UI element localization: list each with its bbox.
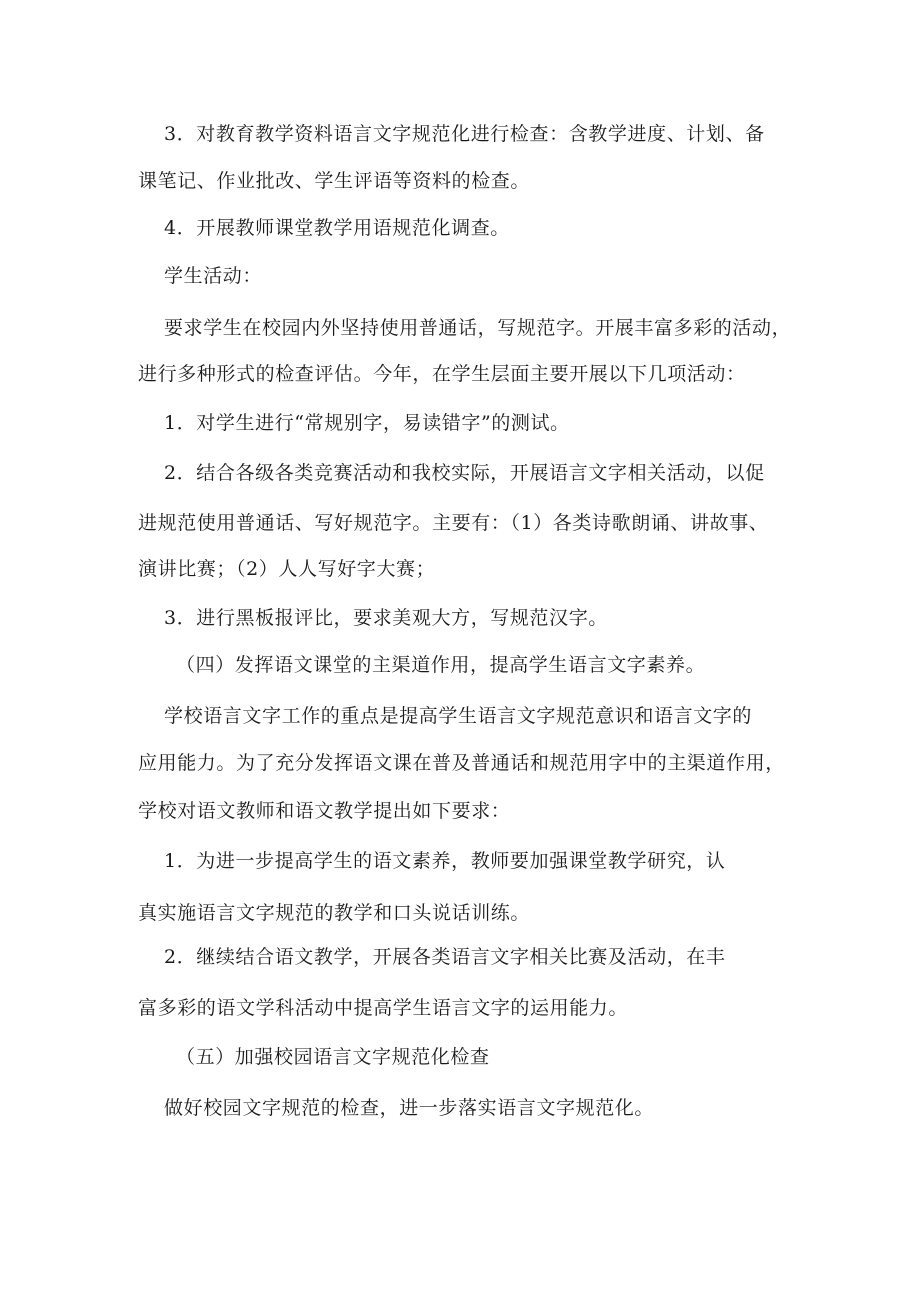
- paragraph-line: 2．结合各级各类竞赛活动和我校实际，开展语言文字相关活动，以促: [164, 462, 765, 484]
- section-label: 学生活动：: [164, 265, 263, 287]
- paragraph-line: 做好校园文字规范的检查，进一步落实语言文字规范化。: [164, 1097, 655, 1119]
- paragraph-line: 3．对教育教学资料语言文字规范化进行检查：含教学进度、计划、备: [164, 123, 765, 145]
- paragraph-line: 4．开展教师课堂教学用语规范化调查。: [164, 217, 510, 239]
- paragraph-line: 课笔记、作业批改、学生评语等资料的检查。: [138, 170, 531, 192]
- paragraph-line: 1．对学生进行“常规别字，易读错字”的测试。: [164, 412, 570, 434]
- paragraph-line: 进行多种形式的检查评估。今年，在学生层面主要开展以下几项活动：: [138, 363, 746, 385]
- paragraph-line: 3．进行黑板报评比，要求美观大方，写规范汉字。: [164, 607, 608, 629]
- paragraph-line: 真实施语言文字规范的教学和口头说话训练。: [138, 902, 531, 924]
- section-heading: （五）加强校园语言文字规范化检查: [176, 1046, 490, 1068]
- paragraph-line: 应用能力。为了充分发挥语文课在普及普通话和规范用字中的主渠道作用，: [138, 752, 785, 774]
- paragraph-line: 1．为进一步提高学生的语文素养，教师要加强课堂教学研究，认: [164, 850, 726, 872]
- section-heading: （四）发挥语文课堂的主渠道作用，提高学生语言文字素养。: [176, 654, 706, 676]
- paragraph-line: 演讲比赛；（2）人人写好字大赛；: [138, 558, 436, 580]
- paragraph-line: 学校语言文字工作的重点是提高学生语言文字规范意识和语言文字的: [164, 705, 753, 727]
- paragraph-line: 2．继续结合语文教学，开展各类语言文字相关比赛及活动，在丰: [164, 946, 726, 968]
- paragraph-line: 学校对语文教师和语文教学提出如下要求：: [138, 800, 511, 822]
- paragraph-line: 富多彩的语文学科活动中提高学生语言文字的运用能力。: [138, 997, 629, 1019]
- paragraph-line: 进规范使用普通话、写好规范字。主要有：（1）各类诗歌朗诵、讲故事、: [138, 512, 769, 534]
- paragraph-line: 要求学生在校园内外坚持使用普通话，写规范字。开展丰富多彩的活动，: [164, 317, 792, 339]
